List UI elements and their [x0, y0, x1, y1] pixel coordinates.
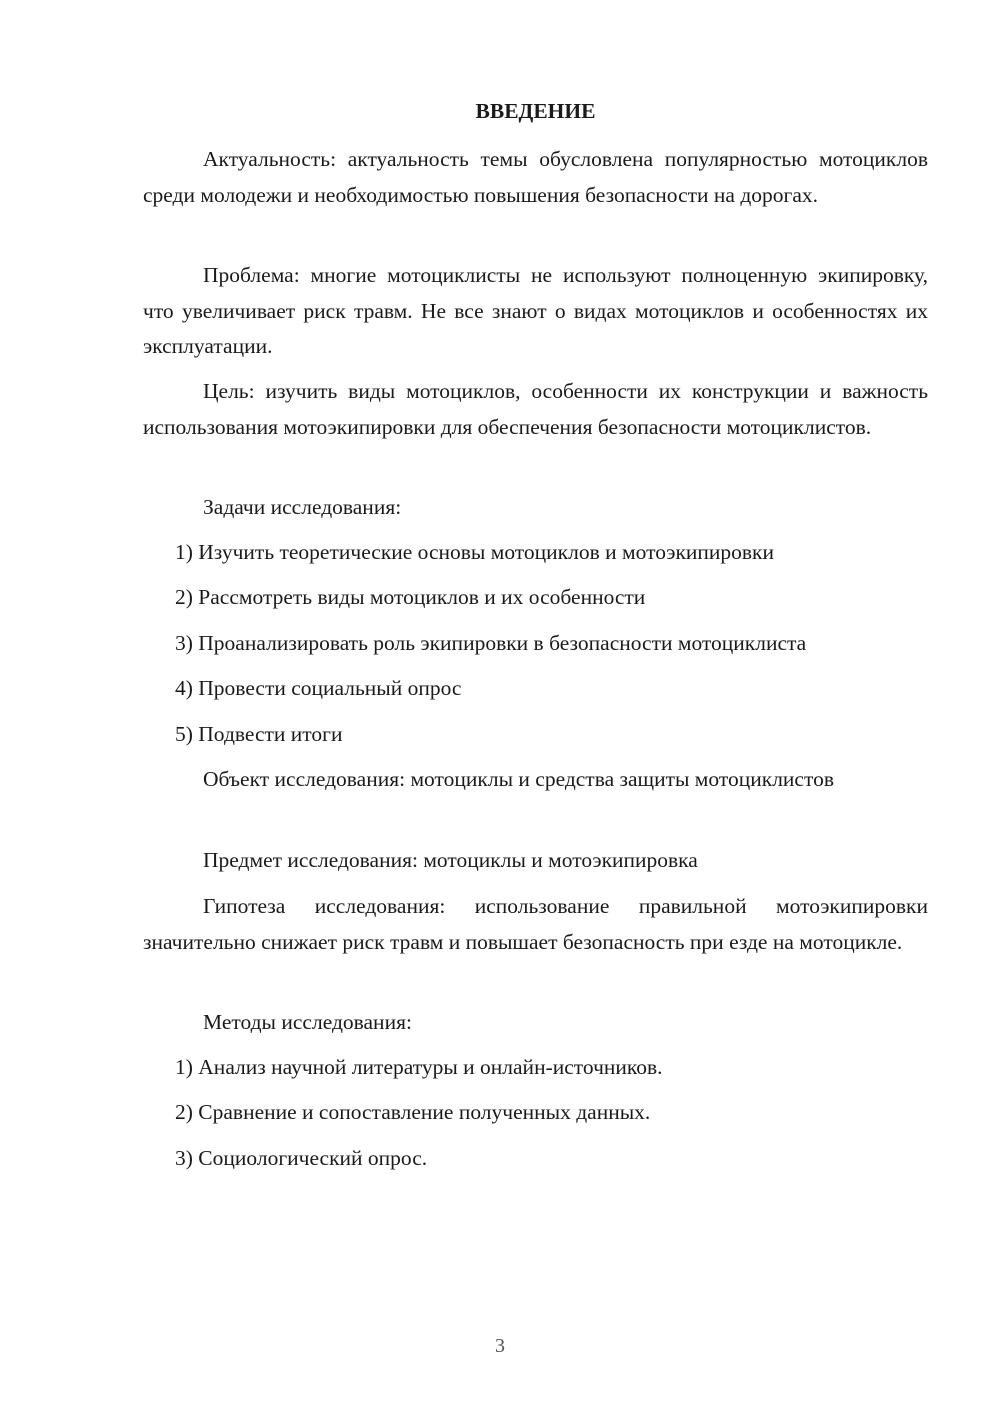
- method-item-1: 1) Анализ научной литературы и онлайн-источников.: [175, 1055, 663, 1079]
- goal-paragraph: Цель: изучить виды мотоциклов, особенности их конструкции и важность использования мотоэкипировки для обеспечения безопасности мотоциклистов.: [143, 379, 928, 439]
- object-paragraph: Объект исследования: мотоциклы и средства защиты мотоциклистов: [203, 767, 834, 791]
- subject-paragraph: Предмет исследования: мотоциклы и мотоэкипировка: [203, 848, 698, 872]
- section-heading: ВВЕДЕНИЕ: [475, 99, 596, 123]
- task-item-2: 2) Рассмотреть виды мотоциклов и их особенности: [175, 585, 646, 609]
- method-item-3: 3) Социологический опрос.: [175, 1146, 428, 1170]
- task-item-3: 3) Проанализировать роль экипировки в безопасности мотоциклиста: [175, 631, 807, 655]
- task-item-5: 5) Подвести итоги: [175, 722, 343, 746]
- hypothesis-paragraph: Гипотеза исследования: использование правильной мотоэкипировки значительно снижает риск травм и повышает безопасность при езде на мотоцикле.: [143, 894, 928, 954]
- tasks-heading: Задачи исследования:: [203, 495, 402, 519]
- task-item-1: 1) Изучить теоретические основы мотоциклов и мотоэкипировки: [175, 540, 775, 564]
- methods-heading: Методы исследования:: [203, 1010, 412, 1034]
- task-item-4: 4) Провести социальный опрос: [175, 676, 462, 700]
- method-item-2: 2) Сравнение и сопоставление полученных данных.: [175, 1100, 651, 1124]
- relevance-paragraph: Актуальность: актуальность темы обусловлена популярностью мотоциклов среди молодежи и необходимостью повышения безопасности на дорогах.: [143, 147, 928, 207]
- problem-paragraph: Проблема: многие мотоциклисты не используют полноценную экипировку, что увеличивает риск травм. Не все знают о видах мотоциклов и особенностях их эксплуатации.: [143, 263, 928, 358]
- page-number: 3: [495, 1335, 505, 1357]
